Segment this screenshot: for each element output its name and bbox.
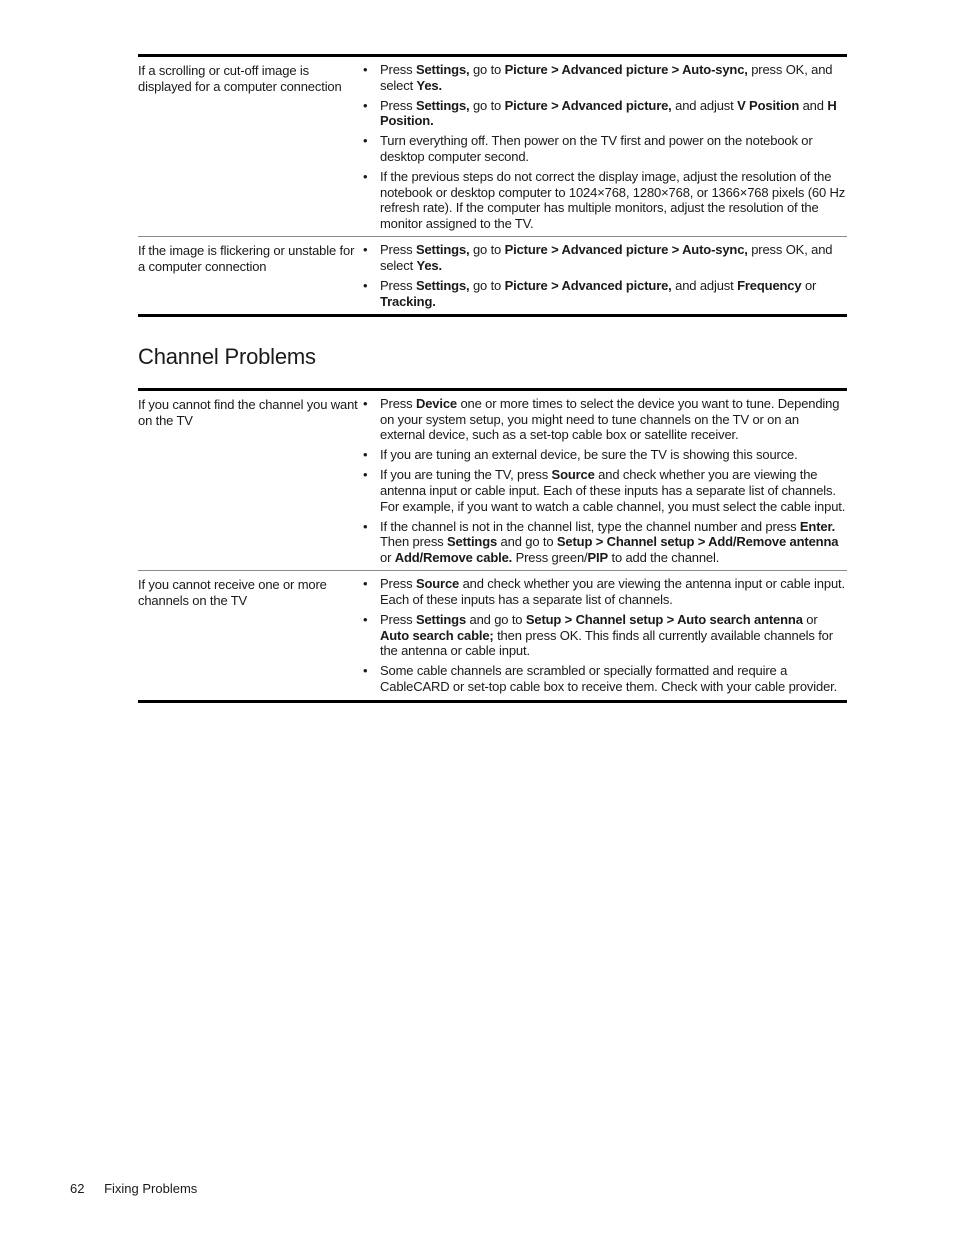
- bold-term: PIP: [587, 549, 609, 565]
- step-text: Press: [380, 576, 416, 592]
- section-heading: Channel Problems: [138, 344, 316, 369]
- bold-term: Settings: [447, 534, 498, 550]
- problem-description: If you cannot receive one or more channels on the TV: [138, 577, 327, 609]
- step-text: If the channel is not in the channel list, type the channel number and press: [380, 518, 800, 534]
- channel-problems-table: [138, 388, 847, 703]
- step-text: to add the channel.: [608, 549, 720, 565]
- bullet-icon: •: [363, 396, 368, 411]
- step-text: Press: [380, 278, 416, 294]
- solution-steps: [363, 571, 847, 699]
- step-text: go to: [469, 242, 505, 258]
- bold-term: Device: [415, 396, 457, 411]
- bullet-icon: •: [363, 663, 368, 679]
- step-text: or: [801, 278, 817, 294]
- solution-step: [363, 519, 847, 566]
- bold-term: Frequency: [737, 278, 802, 294]
- bullet-icon: •: [363, 169, 368, 185]
- bold-term: Settings,: [415, 62, 470, 77]
- bullet-icon: •: [363, 62, 368, 77]
- solution-step: [363, 447, 847, 463]
- page-number: 62: [70, 1181, 85, 1196]
- step-text: go to: [469, 62, 505, 77]
- bold-term: Settings,: [415, 278, 470, 294]
- step-text: and adjust: [671, 278, 738, 294]
- bullet-icon: •: [363, 133, 368, 149]
- bullet-icon: •: [363, 447, 368, 463]
- step-text: Then press: [380, 534, 447, 550]
- step-text: then press OK. This finds all currently available channels for the antenna or cable input.: [380, 627, 833, 659]
- bullet-icon: •: [363, 518, 368, 534]
- problem-description: If a scrolling or cut-off image is displayed for a computer connection: [138, 63, 342, 94]
- page-footer: [70, 1181, 197, 1196]
- step-text: Turn everything off. Then power on the TV first and power on the notebook or desktop computer second.: [380, 133, 813, 164]
- step-text: Press: [380, 62, 416, 77]
- solution-step: [363, 396, 847, 443]
- solution-step: [363, 278, 847, 309]
- step-text: Press: [380, 97, 416, 113]
- table-row: [138, 570, 847, 699]
- step-text: Press: [380, 242, 416, 258]
- step-text: and go to: [466, 612, 526, 628]
- footer-section-name: Fixing Problems: [104, 1181, 198, 1196]
- step-text: and go to: [497, 534, 557, 550]
- bold-term: Picture > Advanced picture > Auto-sync,: [504, 242, 748, 258]
- bold-term: H Position.: [380, 97, 837, 129]
- bold-term: Setup > Channel setup > Add/Remove antenna: [556, 534, 839, 550]
- solution-steps: [363, 391, 847, 570]
- solution-step: [363, 133, 847, 164]
- step-text: press OK, and select: [380, 62, 833, 93]
- step-text: and adjust: [671, 97, 738, 113]
- step-text: or: [380, 549, 395, 565]
- bold-term: Source: [551, 467, 595, 483]
- step-text: one or more times to select the device you want to tune. Depending on your system setup, you might need to tune channels on the TV or on an external device, such as a set-top cable box or satellite receiver.: [380, 396, 840, 443]
- step-text: press OK, and select: [380, 242, 833, 274]
- solution-steps: [363, 237, 847, 314]
- bold-term: Settings,: [415, 242, 470, 258]
- bold-term: Tracking.: [380, 293, 436, 309]
- bold-term: V Position: [737, 97, 800, 113]
- solution-step: [363, 576, 847, 607]
- step-text: and check whether you are viewing the antenna input or cable input. Each of these inputs has a separate list of channels. For example, if you want to watch a cable channel, you must select the cable input.: [380, 467, 846, 514]
- bullet-icon: •: [363, 97, 368, 113]
- solution-step: [363, 663, 847, 694]
- solution-step: [363, 612, 847, 659]
- bold-term: Yes.: [416, 77, 442, 93]
- step-text: If you are tuning an external device, be sure the TV is showing this source.: [380, 447, 798, 463]
- solution-step: [363, 467, 847, 514]
- bold-term: Source: [415, 576, 460, 592]
- bullet-icon: •: [363, 242, 368, 258]
- step-text: If you are tuning the TV, press: [380, 467, 552, 483]
- problem-description: If the image is flickering or unstable for a computer connection: [138, 243, 355, 275]
- bold-term: Picture > Advanced picture,: [504, 278, 672, 294]
- bold-term: Picture > Advanced picture > Auto-sync,: [504, 62, 748, 77]
- step-text: or: [802, 612, 818, 628]
- bold-term: Add/Remove cable.: [394, 549, 513, 565]
- solution-step: [363, 169, 847, 231]
- step-text: and check whether you are viewing the antenna input or cable input. Each of these inputs has a separate list of channels.: [380, 576, 845, 608]
- step-text: Press green/: [512, 549, 588, 565]
- bold-term: Picture > Advanced picture,: [504, 97, 672, 113]
- solution-steps: [363, 57, 847, 236]
- bold-term: Settings,: [415, 97, 470, 113]
- bullet-icon: •: [363, 467, 368, 483]
- step-text: Press: [380, 396, 416, 411]
- bullet-icon: •: [363, 576, 368, 592]
- bold-term: Settings: [415, 612, 467, 628]
- table-row: [138, 57, 847, 236]
- step-text: and: [799, 97, 828, 113]
- bold-term: Enter.: [799, 518, 836, 534]
- solution-step: [363, 98, 847, 129]
- computer-connection-table: [138, 54, 847, 317]
- table-row: [138, 236, 847, 314]
- step-text: go to: [469, 278, 505, 294]
- step-text: Some cable channels are scrambled or specially formatted and require a CableCARD or set-top cable box to receive them. Check with your cable provider.: [380, 663, 838, 694]
- solution-step: [363, 242, 847, 273]
- bullet-icon: •: [363, 278, 368, 294]
- bold-term: Setup > Channel setup > Auto search antenna: [525, 612, 803, 628]
- step-text: go to: [469, 97, 505, 113]
- table-row: [138, 391, 847, 570]
- bullet-icon: •: [363, 612, 368, 628]
- step-text: Press: [380, 612, 416, 628]
- step-text: If the previous steps do not correct the display image, adjust the resolution of the notebook or desktop computer to 1024×768, 1280×768, or 1366×768 pixels (60 Hz refresh rate). If the computer has multiple monitors, adjust the resolution of the monitor assigned to the TV.: [380, 169, 846, 231]
- bold-term: Auto search cable;: [380, 627, 494, 643]
- solution-step: [363, 62, 847, 93]
- bold-term: Yes.: [416, 258, 442, 274]
- problem-description: If you cannot find the channel you want on the TV: [138, 397, 358, 428]
